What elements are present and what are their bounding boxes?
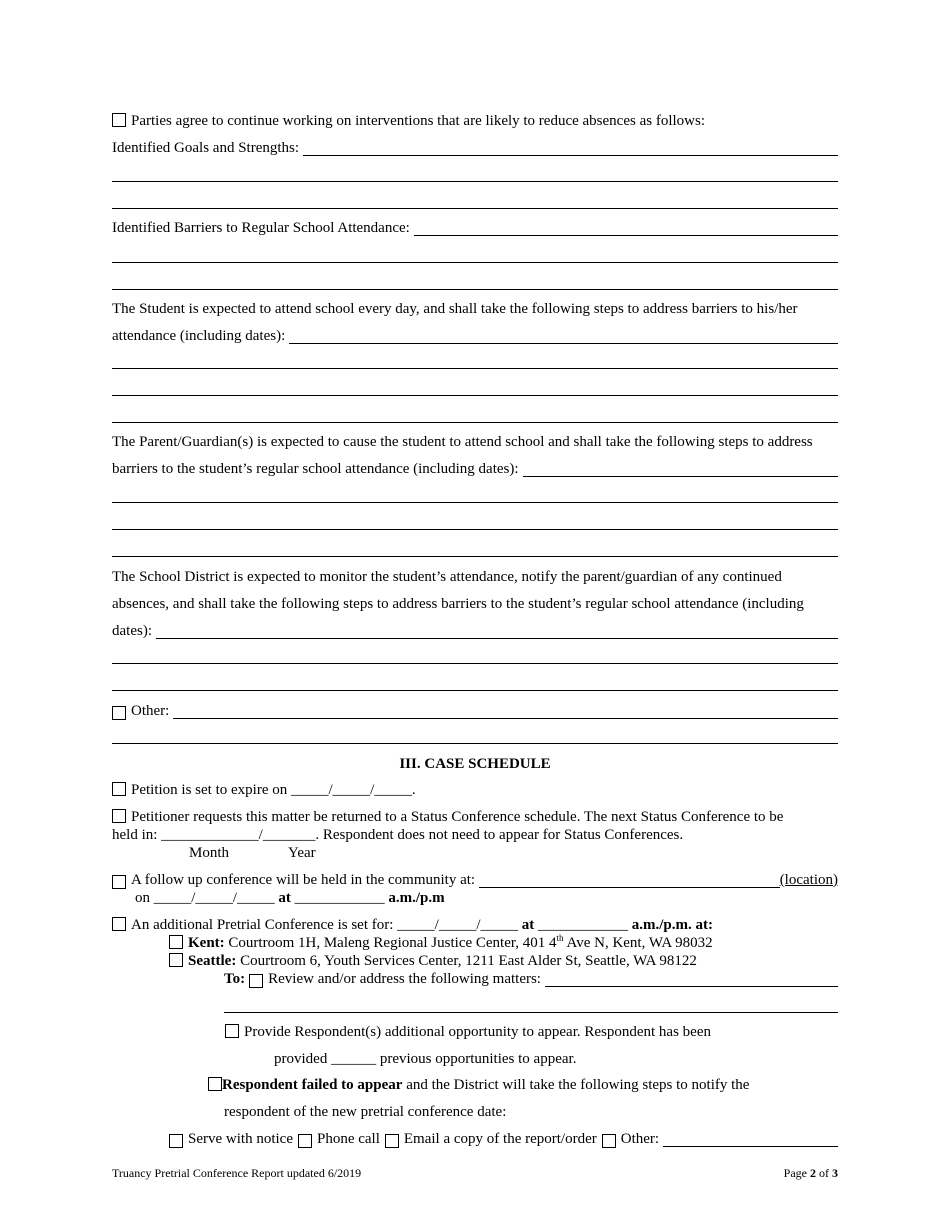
student-line-2[interactable]: [112, 368, 838, 369]
student-line-4[interactable]: [112, 422, 838, 423]
phone-checkbox[interactable]: [298, 1134, 312, 1148]
goals-line-3[interactable]: [112, 208, 838, 209]
interventions-agree: [112, 112, 705, 130]
district-label: dates):: [112, 623, 152, 639]
status-conference-checkbox[interactable]: [112, 809, 126, 823]
district-text-2: absences, and shall take the following steps to address barriers to the student’s regular school attendance (including: [112, 596, 804, 612]
other-checkbox[interactable]: [112, 706, 126, 720]
followup-label: A follow up conference will be held in the community at:: [131, 872, 476, 888]
kent-checkbox[interactable]: [169, 935, 183, 949]
page-prefix: Page: [783, 1166, 807, 1180]
email-label: Email a copy of the report/order: [403, 1131, 597, 1147]
review-label: Review and/or address the following matters:: [268, 971, 541, 987]
other-label: Other:: [131, 703, 170, 719]
parent-row: [112, 460, 838, 478]
notify-other-checkbox[interactable]: [602, 1134, 616, 1148]
petition-expire-checkbox[interactable]: [112, 782, 126, 796]
followup-checkbox[interactable]: [112, 875, 126, 889]
barriers-row: [112, 219, 838, 237]
case-schedule-heading: III. CASE SCHEDULE: [399, 756, 551, 772]
provide-label: Provide Respondent(s) additional opportunity to appear. Respondent has been: [244, 1024, 711, 1040]
student-text: The Student is expected to attend school every day, and shall take the following steps to address barriers to his/her: [112, 301, 798, 317]
student-line-3[interactable]: [112, 395, 838, 396]
notify-other-field[interactable]: [663, 1132, 838, 1147]
interventions-agree-label: Parties agree to continue working on interventions that are likely to reduce absences as follows:: [131, 113, 705, 129]
provide-checkbox[interactable]: [225, 1024, 239, 1038]
goals-field[interactable]: [303, 141, 838, 156]
status-conference-held-in: held in: _____________/_______. Respondent does not need to appear for Status Conferences.: [112, 827, 684, 843]
barriers-line-3[interactable]: [112, 289, 838, 290]
petition-expire: [112, 781, 416, 799]
student-label: attendance (including dates):: [112, 328, 286, 344]
followup-location-field[interactable]: [479, 873, 780, 888]
failed-line-2: respondent of the new pretrial conference date:: [224, 1104, 507, 1120]
failed-rest: and the District will take the following steps to notify the: [406, 1077, 750, 1093]
status-conference: [112, 808, 783, 826]
district-row: [112, 622, 838, 640]
seattle-line: [169, 952, 697, 970]
student-field[interactable]: [289, 329, 838, 344]
status-conference-label: Petitioner requests this matter be returned to a Status Conference schedule. The next Status Conference to be: [131, 809, 784, 825]
other-row: [112, 702, 838, 720]
goals-row: [112, 139, 838, 157]
review-checkbox[interactable]: [249, 974, 263, 988]
month-label: Month: [189, 845, 230, 861]
pretrial-time[interactable]: ____________: [538, 917, 629, 933]
review-line-2[interactable]: [224, 1012, 838, 1013]
notify-other-label: Other:: [620, 1131, 660, 1147]
parent-line-3[interactable]: [112, 529, 838, 530]
provide-line: [225, 1023, 711, 1041]
pretrial-at: at: [521, 917, 535, 933]
kent-address-b: Ave N, Kent, WA 98032: [566, 935, 713, 951]
page-total: 3: [832, 1166, 838, 1180]
to-row: [224, 970, 838, 988]
followup-on: on _____/_____/_____: [135, 890, 275, 906]
email-checkbox[interactable]: [385, 1134, 399, 1148]
parent-line-4[interactable]: [112, 556, 838, 557]
district-line-3[interactable]: [112, 690, 838, 691]
notify-options-row: [169, 1130, 838, 1148]
kent-line: [169, 934, 713, 952]
location-label: (location): [779, 872, 838, 888]
kent-label: Kent:: [188, 935, 225, 951]
seattle-label: Seattle:: [188, 953, 237, 969]
district-field[interactable]: [156, 624, 838, 639]
district-line-2[interactable]: [112, 663, 838, 664]
failed-checkbox[interactable]: [208, 1077, 222, 1091]
petition-expire-label: Petition is set to expire on _____/_____/_____.: [131, 782, 416, 798]
goals-line-2[interactable]: [112, 181, 838, 182]
followup-time[interactable]: ____________: [294, 890, 385, 906]
other-line-2[interactable]: [112, 743, 838, 744]
parent-label: barriers to the student’s regular school attendance (including dates):: [112, 461, 519, 477]
district-text-1: The School District is expected to monitor the student’s attendance, notify the parent/guardian of any continued: [112, 569, 782, 585]
phone-label: Phone call: [316, 1131, 380, 1147]
followup-row: [112, 871, 838, 889]
footer-title: Truancy Pretrial Conference Report updated 6/2019: [112, 1166, 362, 1180]
student-row: [112, 327, 838, 345]
interventions-agree-checkbox[interactable]: [112, 113, 126, 127]
parent-field[interactable]: [523, 462, 838, 477]
failed-line: [208, 1076, 749, 1094]
followup-ampm: a.m./p.m: [388, 890, 445, 906]
kent-address-a: Courtroom 1H, Maleng Regional Justice Center, 401 4: [228, 935, 557, 951]
failed-bold: Respondent failed to appear: [222, 1077, 403, 1093]
followup-date-line: [135, 889, 445, 907]
other-field[interactable]: [173, 704, 838, 719]
seattle-address: Courtroom 6, Youth Services Center, 1211 East Alder St, Seattle, WA 98122: [240, 953, 697, 969]
serve-checkbox[interactable]: [169, 1134, 183, 1148]
year-label: Year: [288, 845, 316, 861]
barriers-field[interactable]: [414, 221, 838, 236]
provide-previous: provided ______ previous opportunities to appear.: [274, 1051, 577, 1067]
serve-label: Serve with notice: [188, 1131, 293, 1147]
pretrial-checkbox[interactable]: [112, 917, 126, 931]
parent-text: The Parent/Guardian(s) is expected to cause the student to attend school and shall take the following steps to address: [112, 434, 813, 450]
to-label: To:: [224, 971, 246, 987]
followup-at: at: [278, 890, 291, 906]
seattle-checkbox[interactable]: [169, 953, 183, 967]
footer-page-number: [784, 1166, 838, 1180]
page-current: 2: [810, 1166, 816, 1180]
parent-line-2[interactable]: [112, 502, 838, 503]
document-page: [112, 0, 838, 1230]
barriers-label: Identified Barriers to Regular School Attendance:: [112, 220, 410, 236]
barriers-line-2[interactable]: [112, 262, 838, 263]
kent-sup: th: [556, 933, 564, 943]
pretrial-ampm: a.m./p.m. at:: [631, 917, 714, 933]
goals-label: Identified Goals and Strengths:: [112, 140, 300, 156]
pretrial-line: [112, 916, 713, 934]
review-field[interactable]: [545, 972, 838, 987]
page-of: of: [819, 1166, 829, 1180]
pretrial-label: An additional Pretrial Conference is set for: _____/_____/_____: [131, 917, 519, 933]
